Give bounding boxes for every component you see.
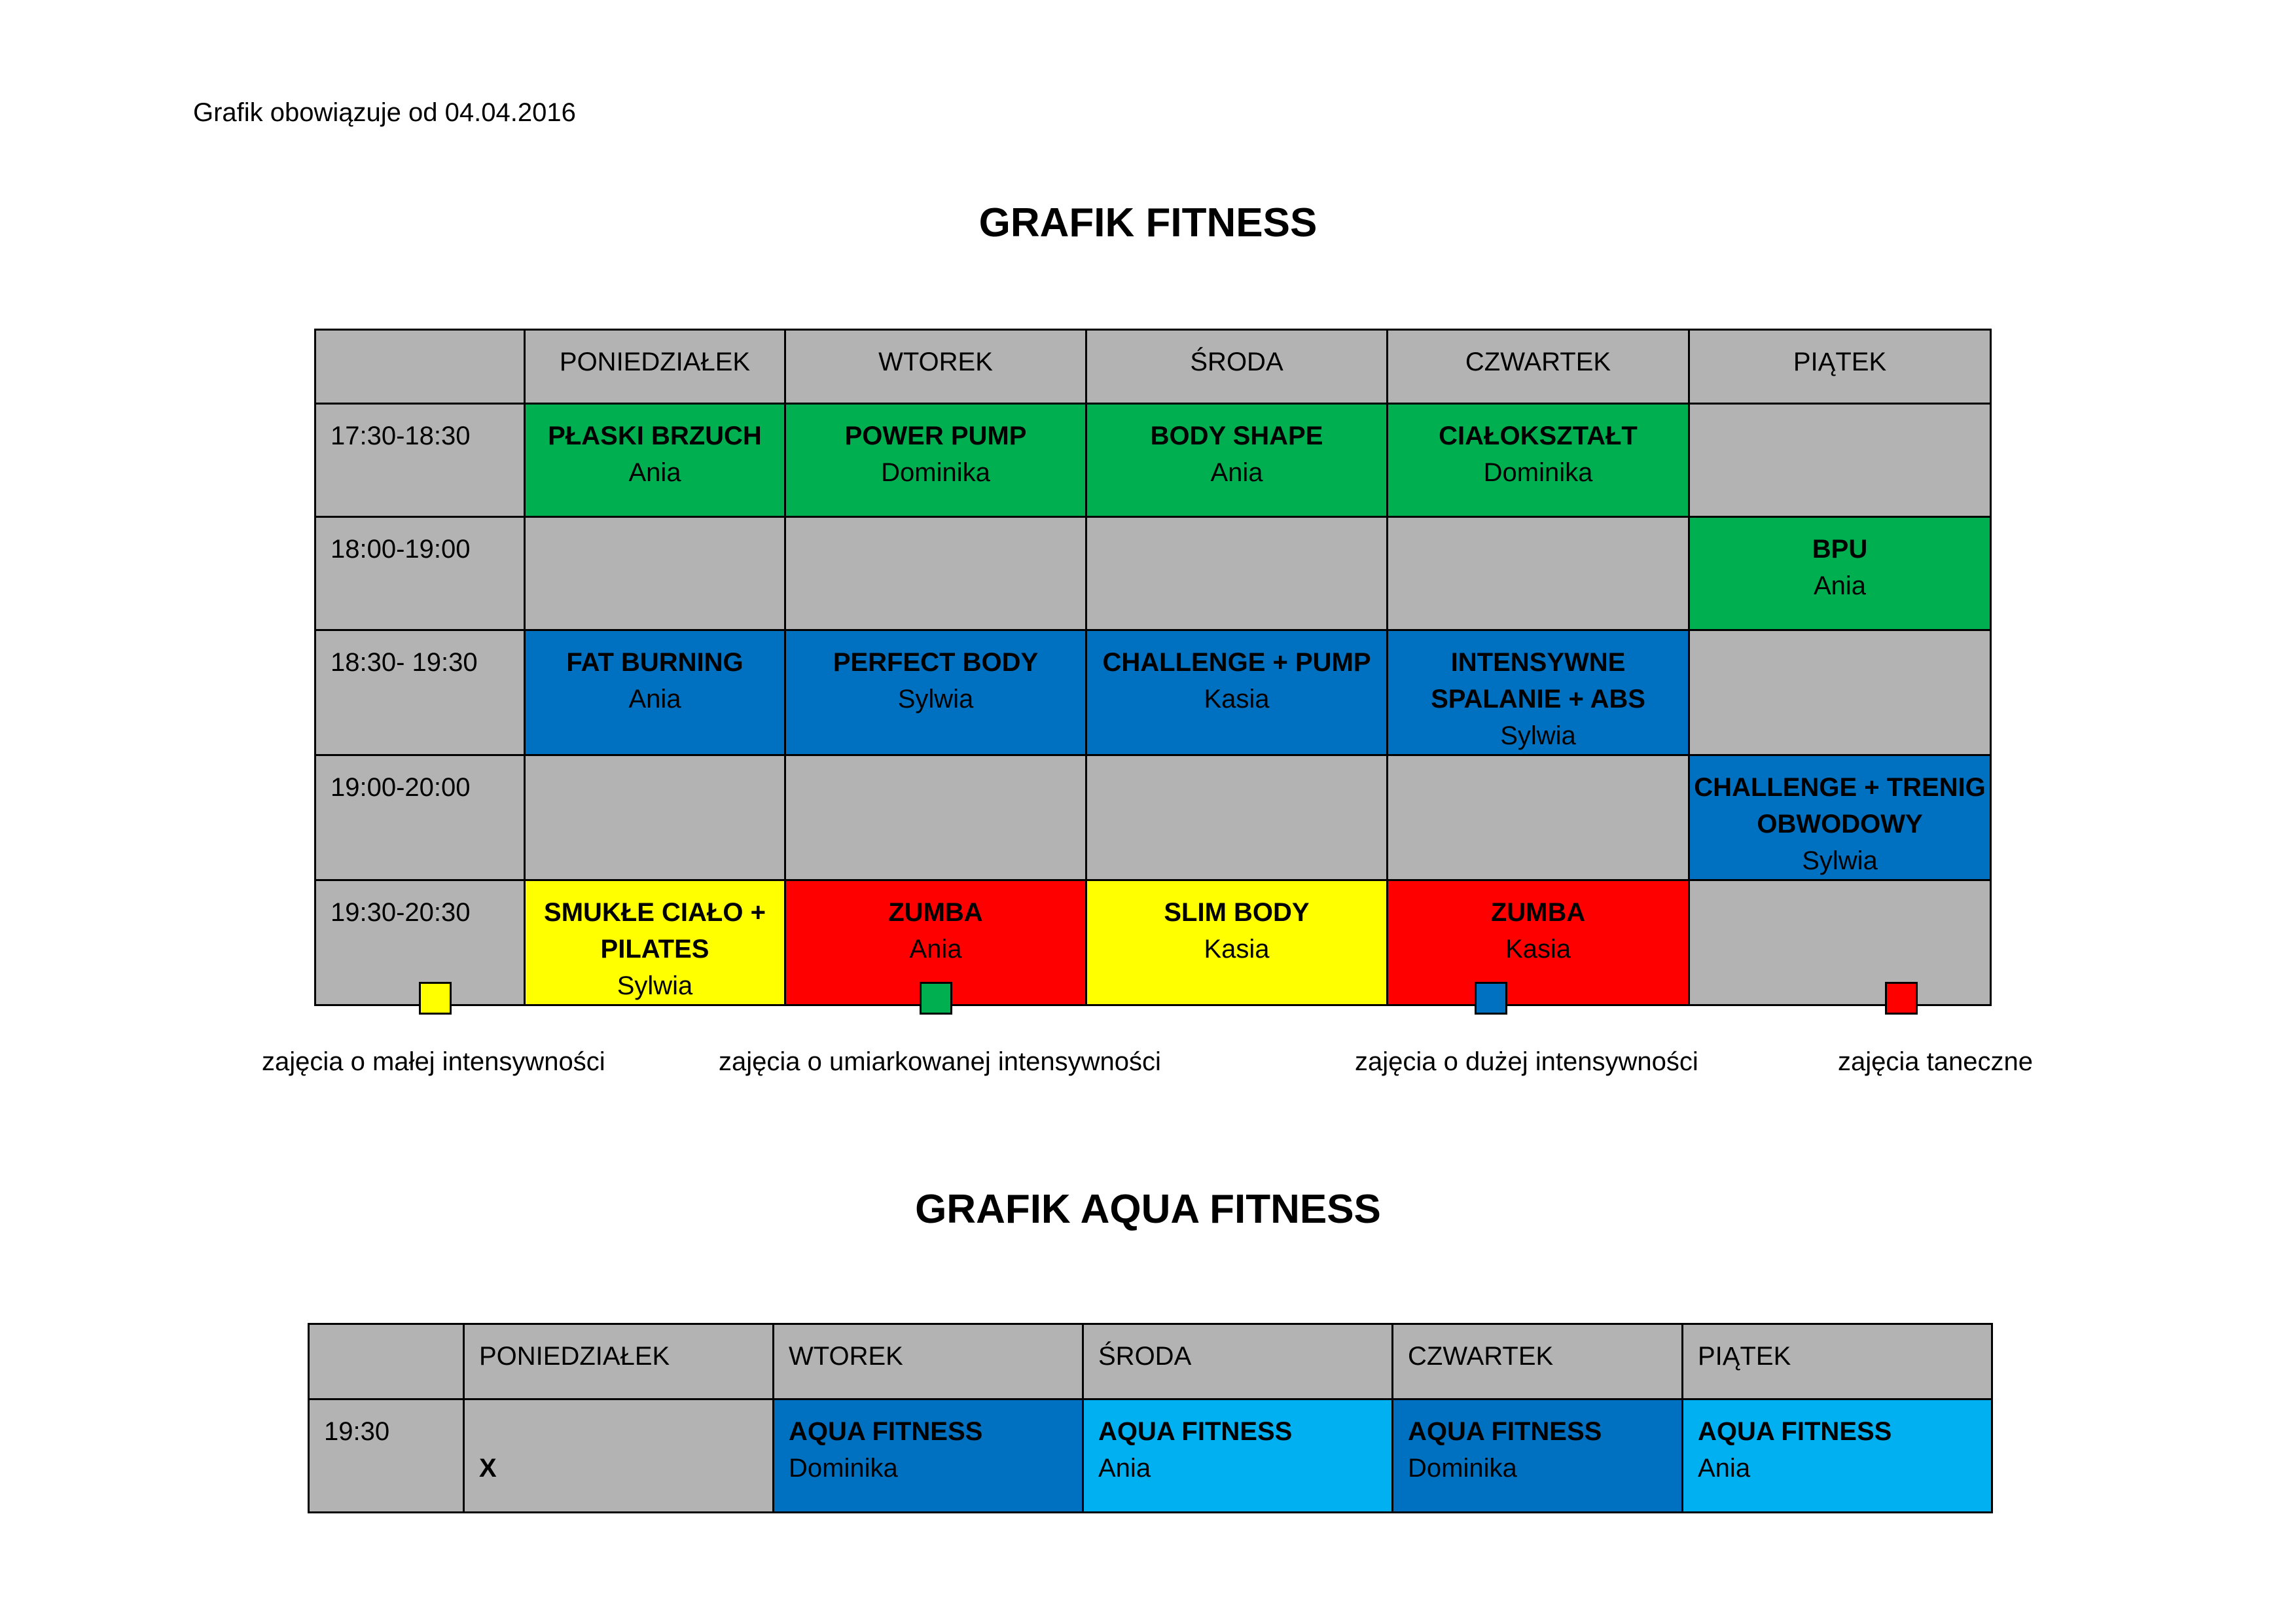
legend-label-moderate-intensity: zajęcia o umiarkowanej intensywności: [719, 1047, 1161, 1076]
time-slot-label: 17:30-18:30: [315, 404, 525, 517]
class-name: AQUA FITNESS: [1698, 1417, 1892, 1446]
legend-label-dance: zajęcia taneczne: [1838, 1047, 2033, 1076]
class-trainer: Ania: [1210, 458, 1263, 487]
fitness-time-row: [315, 630, 1991, 755]
fitness-day-header: PIĄTEK: [1689, 330, 1991, 404]
fitness-header-row: [315, 330, 1991, 404]
class-name: INTENSYWNE SPALANIE + ABS: [1431, 648, 1645, 713]
class-trainer: Dominika: [1483, 458, 1593, 487]
class-cell: [1689, 755, 1991, 880]
class-cell: [525, 630, 785, 755]
class-name: AQUA FITNESS: [1408, 1417, 1602, 1446]
class-cell: [1689, 517, 1991, 630]
empty-cell: [1388, 755, 1689, 880]
class-trainer: Kasia: [1204, 685, 1270, 713]
legend-label-low-intensity: zajęcia o małej intensywności: [262, 1047, 605, 1076]
class-name: CHALLENGE + PUMP: [1102, 648, 1371, 677]
class-trainer: Dominika: [789, 1454, 898, 1483]
legend-swatch-low-intensity: [419, 982, 452, 1015]
fitness-time-row: [315, 755, 1991, 880]
fitness-time-row: [315, 880, 1991, 1005]
schedule-validity-note: Grafik obowiązuje od 04.04.2016: [193, 98, 576, 127]
fitness-time-row: [315, 517, 1991, 630]
class-name: SLIM BODY: [1164, 898, 1310, 927]
class-cell: [1083, 1399, 1393, 1513]
class-cell: [1388, 880, 1689, 1005]
aqua-schedule-title: GRAFIK AQUA FITNESS: [915, 1187, 1381, 1232]
fitness-day-header: PONIEDZIAŁEK: [525, 330, 785, 404]
time-slot-label: 19:00-20:00: [315, 755, 525, 880]
empty-cell: [525, 517, 785, 630]
aqua-day-header: CZWARTEK: [1393, 1324, 1683, 1399]
class-cell: [1086, 630, 1388, 755]
aqua-header-row: [309, 1324, 1992, 1399]
fitness-day-header: CZWARTEK: [1388, 330, 1689, 404]
legend-swatch-dance: [1885, 982, 1918, 1015]
class-cell: [1086, 404, 1388, 517]
class-cell: [1086, 880, 1388, 1005]
class-cell: [525, 404, 785, 517]
class-name: SMUKŁE CIAŁO + PILATES: [544, 898, 766, 964]
class-trainer: Ania: [1813, 571, 1867, 600]
class-cell: [785, 630, 1086, 755]
time-slot-label: 18:00-19:00: [315, 517, 525, 630]
fitness-schedule-title: GRAFIK FITNESS: [978, 200, 1318, 245]
aqua-day-header: WTOREK: [774, 1324, 1083, 1399]
class-trainer: Sylwia: [1802, 846, 1878, 875]
legend-swatch-high-intensity: [1475, 982, 1507, 1015]
fitness-header-corner: [315, 330, 525, 404]
class-cell: [774, 1399, 1083, 1513]
class-cell: [1388, 404, 1689, 517]
aqua-day-header: PIĄTEK: [1683, 1324, 1992, 1399]
empty-cell: [785, 517, 1086, 630]
aqua-day-header: PONIEDZIAŁEK: [464, 1324, 774, 1399]
class-cell: [525, 880, 785, 1005]
class-name: POWER PUMP: [844, 422, 1027, 450]
class-name: AQUA FITNESS: [789, 1417, 983, 1446]
no-class-cell: [464, 1399, 774, 1513]
class-name: PERFECT BODY: [833, 648, 1039, 677]
class-name: BODY SHAPE: [1150, 422, 1323, 450]
class-name: BPU: [1812, 535, 1868, 564]
class-cell: [1388, 630, 1689, 755]
class-trainer: Dominika: [1408, 1454, 1517, 1483]
empty-cell: [1388, 517, 1689, 630]
fitness-day-header: WTOREK: [785, 330, 1086, 404]
empty-cell: [785, 755, 1086, 880]
aqua-day-header: ŚRODA: [1083, 1324, 1393, 1399]
class-trainer: Sylwia: [1500, 721, 1576, 750]
class-trainer: Ania: [1698, 1454, 1751, 1483]
time-slot-label: 19:30-20:30: [315, 880, 525, 1005]
empty-cell: [1086, 517, 1388, 630]
aqua-schedule-table: [308, 1323, 1993, 1513]
no-class-mark: X: [479, 1454, 497, 1483]
class-cell: [1683, 1399, 1992, 1513]
fitness-time-row: [315, 404, 1991, 517]
class-name: CHALLENGE + TRENIG OBWODOWY: [1694, 773, 1986, 839]
class-trainer: Dominika: [881, 458, 990, 487]
time-slot-label: 18:30- 19:30: [315, 630, 525, 755]
class-trainer: Kasia: [1204, 935, 1270, 964]
class-name: ZUMBA: [888, 898, 983, 927]
class-name: PŁASKI BRZUCH: [548, 422, 762, 450]
class-name: ZUMBA: [1490, 898, 1586, 927]
class-trainer: Ania: [909, 935, 962, 964]
empty-cell: [1689, 880, 1991, 1005]
class-trainer: Ania: [1098, 1454, 1151, 1483]
class-name: AQUA FITNESS: [1098, 1417, 1293, 1446]
class-trainer: Kasia: [1505, 935, 1571, 964]
class-cell: [785, 404, 1086, 517]
class-trainer: Ania: [628, 458, 681, 487]
empty-cell: [1086, 755, 1388, 880]
legend-swatch-moderate-intensity: [920, 982, 952, 1015]
legend-label-high-intensity: zajęcia o dużej intensywności: [1355, 1047, 1698, 1076]
class-trainer: Ania: [628, 685, 681, 713]
fitness-schedule-table: [314, 329, 1992, 1006]
class-trainer: Sylwia: [897, 685, 974, 713]
empty-cell: [1689, 630, 1991, 755]
class-trainer: Sylwia: [617, 971, 693, 1000]
aqua-header-corner: [309, 1324, 464, 1399]
empty-cell: [1689, 404, 1991, 517]
class-name: FAT BURNING: [566, 648, 744, 677]
time-slot-label: 19:30: [309, 1399, 464, 1513]
empty-cell: [525, 755, 785, 880]
class-cell: [1393, 1399, 1683, 1513]
fitness-day-header: ŚRODA: [1086, 330, 1388, 404]
class-name: CIAŁOKSZTAŁT: [1439, 422, 1638, 450]
aqua-time-row: [309, 1399, 1992, 1513]
